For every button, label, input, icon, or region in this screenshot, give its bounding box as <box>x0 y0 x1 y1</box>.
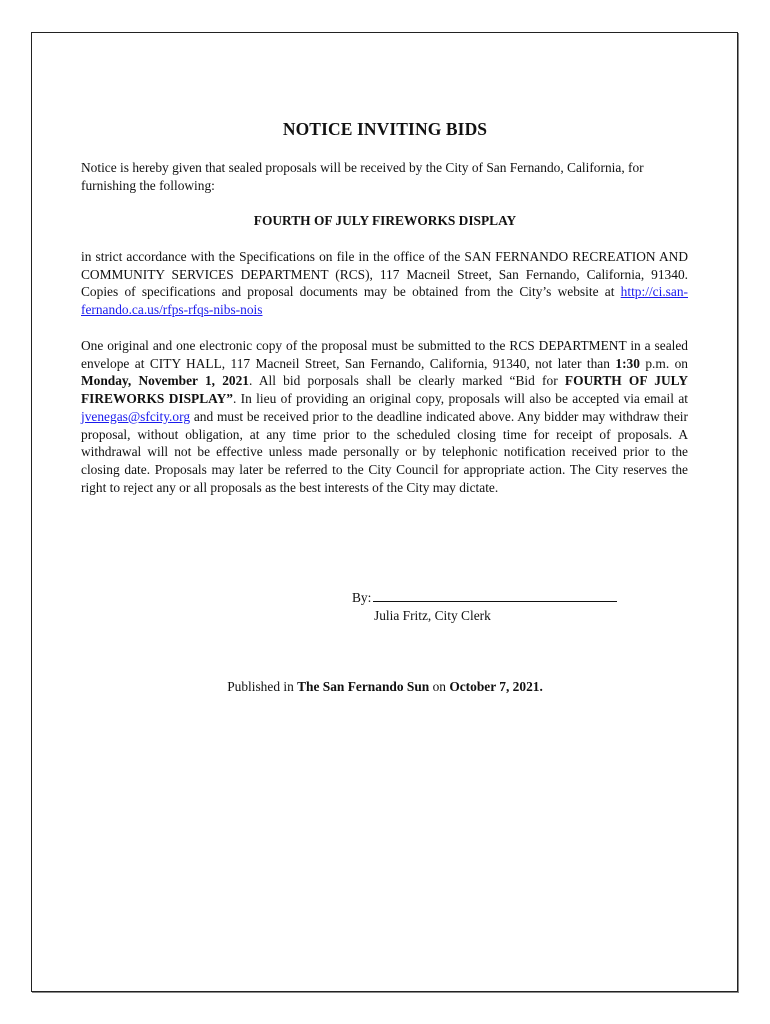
submission-email-link[interactable]: jvenegas@sfcity.org <box>81 408 191 424</box>
deadline-date: Monday, November 1, 2021 <box>81 373 249 389</box>
submission-text-4: . In lieu of providing an original copy, proposals will also be accepted via email at <box>232 391 688 407</box>
publication-prefix: Published in <box>227 679 298 694</box>
specifications-website-link[interactable]: http://ci.san-fernando.ca.us/rfps-rfqs-nibs-nois <box>81 284 688 318</box>
bid-marking: FOURTH OF JULY FIREWORKS DISPLAY” <box>81 373 688 407</box>
intro-text: Notice is hereby given that sealed proposals will be received by the City of San Fernando, California, for furnishing the following: <box>81 160 644 193</box>
publication-middle: on <box>429 679 450 694</box>
signature-block <box>352 588 617 625</box>
signature-line <box>373 588 617 602</box>
intro-paragraph <box>81 159 688 194</box>
newspaper-name: The San Fernando Sun <box>297 679 430 694</box>
signatory-name: Julia Fritz, City Clerk <box>374 608 491 623</box>
submission-text-5: and must be received prior to the deadline indicated above. Any bidder may withdraw their proposal, without obligation, at any time prior to the scheduled closing time for receipt of proposals. A withdrawal will not be effective unless made personally or by telephonic notification received prior to the closing date. Proposals may later be referred to the City Council for appropriate action. The City reserves the right to reject any or all proposals as the best interests of the City may dictate. <box>81 408 688 495</box>
publication-note <box>0 679 770 695</box>
signature-by-label: By: <box>352 590 372 605</box>
submission-paragraph <box>81 337 688 496</box>
bid-subject-heading: FOURTH OF JULY FIREWORKS DISPLAY <box>253 213 517 228</box>
specifications-paragraph <box>81 248 688 319</box>
specifications-text: in strict accordance with the Specifications on file in the office of the SAN FERNANDO RECREATION AND COMMUNITY SERVICES DEPARTMENT (RCS), 117 Macneil Street, San Fernando, California, 91340. Copies of specifications and proposal documents may be obtained from the City’s website at <box>81 249 688 300</box>
deadline-time: 1:30 <box>615 355 640 371</box>
submission-text-1: One original and one electronic copy of the proposal must be submitted to the RCS DEPARTMENT in a sealed envelope at CITY HALL, 117 Macneil Street, San Fernando, California, 91340, not later than <box>81 338 688 371</box>
submission-text-3: . All bid porposals shall be clearly marked “Bid for <box>249 373 565 389</box>
publication-date: October 7, 2021. <box>449 679 543 694</box>
submission-text-2: p.m. on <box>639 355 688 371</box>
page-title: NOTICE INVITING BIDS <box>282 119 488 139</box>
